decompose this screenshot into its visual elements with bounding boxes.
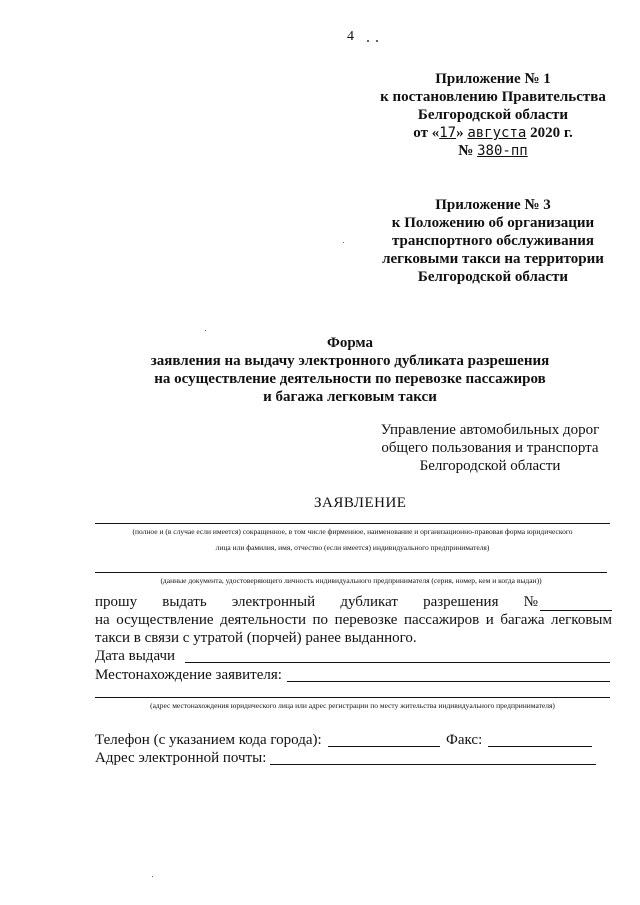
request-word: разрешения — [423, 594, 499, 610]
annex1-date: от «17» августа 2020 г. — [413, 125, 573, 141]
form-title-line3: на осуществление деятельности по перевозке пассажиров — [154, 371, 546, 387]
applicant-name-hint-line2: лица или фамилия, имя, отчество (если имеется) индивидуального предпринимателя) — [215, 543, 490, 552]
request-line1 — [95, 592, 612, 611]
form-title — [100, 334, 600, 406]
addressee-line2: общего пользования и транспорта — [381, 440, 599, 456]
phone-label: Телефон (с указанием кода города): — [95, 732, 322, 748]
request-word: дубликат — [340, 594, 398, 610]
form-title-line1: Форма — [326, 335, 374, 351]
annex3-line3: транспортного обслуживания — [391, 233, 595, 249]
issue-date-field[interactable] — [185, 662, 610, 663]
request-line3: такси в связи с утратой (порчей) ранее выданного. — [95, 630, 417, 646]
phone-field[interactable] — [328, 746, 440, 747]
identity-document-line[interactable] — [95, 572, 607, 573]
request-word: прошу — [95, 594, 138, 610]
email-label: Адрес электронной почты: — [95, 750, 267, 766]
scan-speck — [376, 40, 378, 42]
applicant-name-line[interactable] — [95, 523, 610, 524]
annex1-number: № 380-пп — [458, 143, 528, 159]
location-field-line2[interactable] — [95, 697, 610, 698]
form-title-line4: и багажа легковым такси — [263, 389, 437, 405]
addressee-line1: Управление автомобильных дорог — [380, 422, 600, 438]
date-month: августа — [467, 125, 527, 141]
annex3-line4: легковыми такси на территории — [382, 251, 604, 267]
location-field[interactable] — [287, 681, 610, 682]
permit-number-field[interactable]: № — [524, 592, 612, 611]
fax-field[interactable] — [488, 746, 592, 747]
scan-speck — [152, 876, 153, 877]
annex3-line5: Белгородской области — [417, 269, 569, 285]
scan-speck — [343, 242, 344, 243]
applicant-name-hint — [90, 526, 615, 553]
date-day: 17 — [439, 125, 457, 141]
form-title-line2: заявления на выдачу электронного дубликата разрешения — [150, 353, 550, 369]
annex3-line2: к Положению об организации — [391, 215, 595, 231]
fax-label: Факс: — [446, 732, 483, 748]
applicant-name-hint-line1: (полное и (в случае если имеется) сокращенное, в том числе фирменное, наименование и организационно-правовая форма юридического — [132, 527, 573, 536]
annex1-block — [378, 70, 608, 160]
scan-speck — [367, 40, 369, 42]
annex3-block — [378, 196, 608, 286]
resolution-number: 380-пп — [477, 143, 528, 159]
addressee-block — [370, 421, 610, 475]
request-line2: на осуществление деятельности по перевозке пассажиров и багажа легковым — [95, 612, 612, 628]
issue-date-label: Дата выдачи — [95, 648, 176, 664]
annex1-line3: Белгородской области — [417, 107, 569, 123]
annex1-line2: к постановлению Правительства — [380, 89, 606, 105]
annex3-title: Приложение № 3 — [435, 197, 551, 213]
scan-speck — [205, 330, 206, 331]
identity-document-hint: (данные документа, удостоверяющего личность индивидуального предпринимателя (серия, номер, кем и когда выдан)) — [160, 576, 542, 585]
request-word: электронный — [231, 594, 316, 610]
location-hint: (адрес местонахождения юридического лица или адрес регистрации по месту жительства индивидуального предпринимателя) — [150, 701, 555, 710]
email-field[interactable] — [270, 764, 596, 765]
page-number: 4 — [347, 29, 354, 44]
addressee-line3: Белгородской области — [419, 458, 561, 474]
annex1-title: Приложение № 1 — [435, 71, 551, 87]
document-heading: ЗАЯВЛЕНИЕ — [314, 495, 407, 511]
location-label: Местонахождение заявителя: — [95, 667, 282, 683]
request-word: выдать — [162, 594, 207, 610]
